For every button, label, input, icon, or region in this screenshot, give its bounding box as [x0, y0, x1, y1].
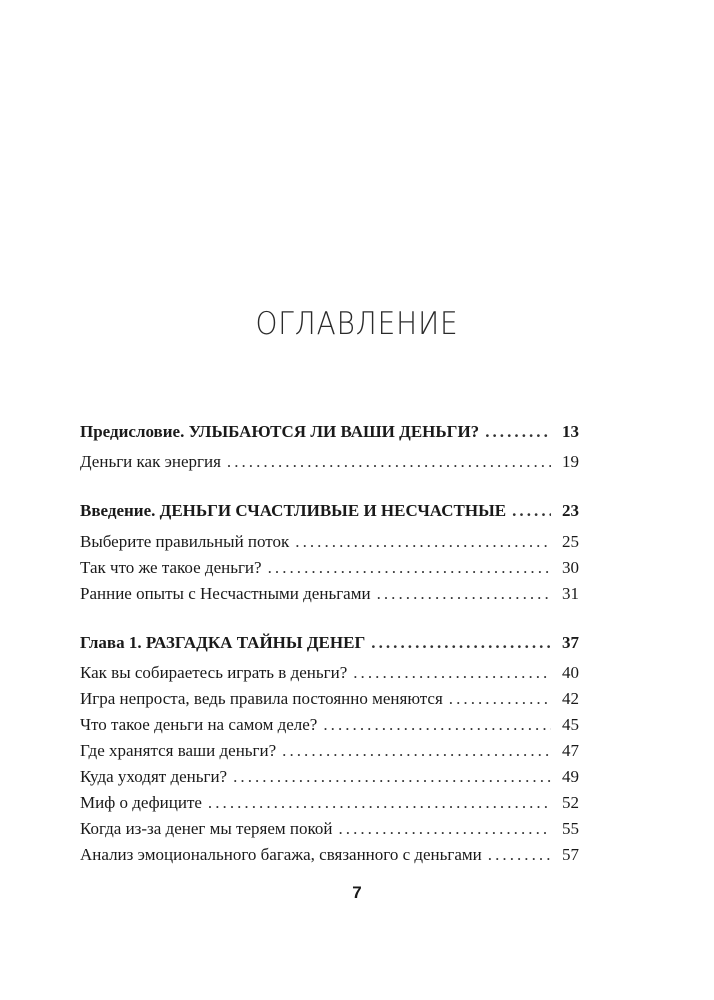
page-number: 7	[352, 883, 362, 902]
dot-leader	[282, 738, 551, 764]
toc-entry[interactable]	[80, 790, 579, 816]
toc-entry[interactable]	[80, 842, 579, 868]
dot-leader	[208, 790, 551, 816]
toc-entry-page: 47	[562, 741, 579, 760]
toc-heading: ОГЛАВЛЕНИЕ	[255, 306, 459, 342]
dot-leader	[449, 686, 551, 712]
toc-entry-page: 13	[562, 422, 579, 441]
dot-leader	[377, 581, 551, 607]
toc-entry-label: Так что же такое деньги?	[80, 558, 262, 577]
dot-leader	[227, 449, 551, 475]
dot-leader	[323, 712, 551, 738]
toc-entry[interactable]	[80, 555, 579, 581]
toc-entry-label: Введение. ДЕНЬГИ СЧАСТЛИВЫЕ И НЕСЧАСТНЫЕ	[80, 501, 507, 520]
toc-entry[interactable]	[80, 660, 579, 686]
dot-leader	[268, 555, 551, 581]
toc-entry-chapter[interactable]	[80, 419, 579, 445]
toc-entry[interactable]	[80, 764, 579, 790]
toc-entry[interactable]	[80, 712, 579, 738]
toc-entry[interactable]	[80, 449, 579, 475]
toc-entry-page: 25	[562, 532, 579, 551]
toc-entry-page: 19	[562, 452, 579, 471]
dot-leader	[488, 842, 551, 868]
toc-entry-page: 31	[562, 584, 579, 603]
dot-leader	[233, 764, 551, 790]
toc-entry-label: Ранние опыты с Несчастными деньгами	[80, 584, 371, 603]
toc-entry-label: Когда из-за денег мы теряем покой	[80, 819, 333, 838]
toc-entry-page: 45	[562, 715, 579, 734]
toc-entry-label: Что такое деньги на самом деле?	[80, 715, 318, 734]
toc-entry-label: Предисловие. УЛЫБАЮТСЯ ЛИ ВАШИ ДЕНЬГИ?	[80, 422, 480, 441]
toc-entry-page: 52	[562, 793, 579, 812]
toc-entry-label: Где хранятся ваши деньги?	[80, 741, 277, 760]
toc-entry-page: 49	[562, 767, 579, 786]
toc-entry-page: 40	[562, 663, 579, 682]
toc-entry-label: Выберите правильный поток	[80, 532, 290, 551]
toc-entry-chapter[interactable]	[80, 498, 579, 524]
toc-entry-page: 37	[562, 633, 579, 652]
toc-entry-page: 30	[562, 558, 579, 577]
toc-entry[interactable]	[80, 738, 579, 764]
toc-entry-page: 57	[562, 845, 579, 864]
dot-leader	[353, 660, 551, 686]
toc-entry-label: Деньги как энергия	[80, 452, 221, 471]
toc-entry[interactable]	[80, 686, 579, 712]
toc-entry[interactable]	[80, 581, 579, 607]
toc-entry-label: Миф о дефиците	[80, 793, 202, 812]
dot-leader	[512, 498, 551, 524]
dot-leader	[371, 630, 551, 656]
toc-entry-label: Анализ эмоционального багажа, связанного с деньгами	[80, 845, 482, 864]
toc-entry-label: Игра непроста, ведь правила постоянно меняются	[80, 689, 443, 708]
toc-entry-page: 55	[562, 819, 579, 838]
toc-entry-page: 23	[562, 501, 579, 520]
toc-entry[interactable]	[80, 529, 579, 555]
dot-leader	[338, 816, 551, 842]
toc-entry-page: 42	[562, 689, 579, 708]
toc-entry-label: Куда уходят деньги?	[80, 767, 228, 786]
toc-entry[interactable]	[80, 816, 579, 842]
toc-entry-label: Глава 1. РАЗГАДКА ТАЙНЫ ДЕНЕГ	[80, 633, 366, 652]
toc-entry-chapter[interactable]	[80, 630, 579, 656]
dot-leader	[485, 419, 551, 445]
toc-entry-label: Как вы собираетесь играть в деньги?	[80, 663, 348, 682]
dot-leader	[295, 529, 551, 555]
